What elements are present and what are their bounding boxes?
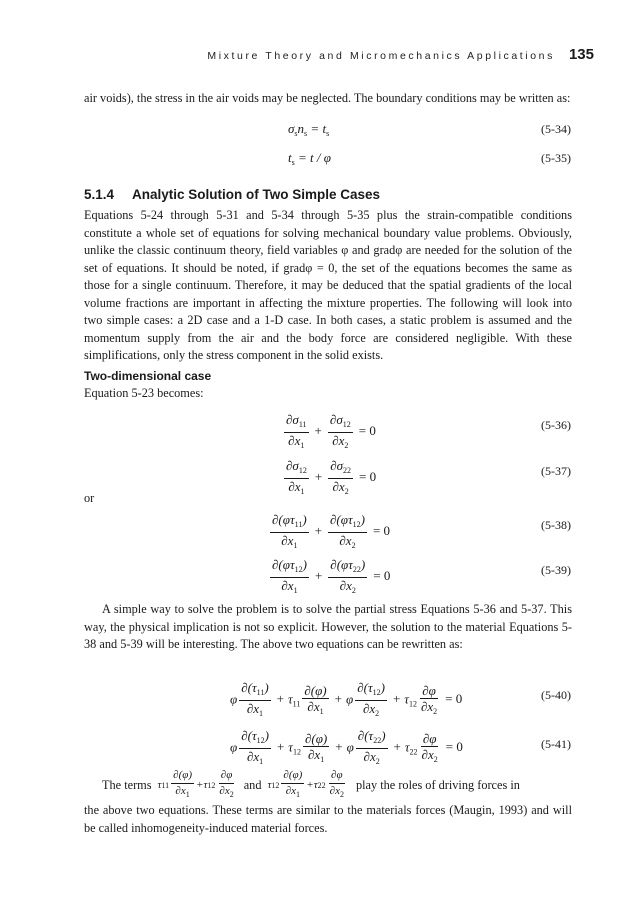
equation-5-37: $\frac{\partial\sigma_{12}}{\partial x_1}$ + $\frac{\partial\sigma_{22}}{\partial x_2}$ = 0 [286, 458, 377, 496]
equation-5-36: $\frac{\partial\sigma_{11}}{\partial x_1}$ + $\frac{\partial\sigma_{12}}{\partial x_2}$ = 0 [286, 412, 376, 450]
term-expression-1: τ 11 $\frac{\partial(\varphi)}{\partial x_1}$ +τ 12 $\frac{\partial\varphi}{\partial x_2}$ [157, 769, 234, 799]
section-number: 5.1.4 [84, 187, 115, 202]
page-header [207, 46, 594, 63]
equation-5-39: $\frac{\partial(\varphi\tau_{12})}{\partial x_1}$ + $\frac{\partial(\varphi\tau_{22})}{\partial x_2}$ = 0 [272, 557, 391, 595]
equation-number: (5-39) [541, 563, 571, 577]
equation-5-34: $\sigma_sn_s = t_s$ [288, 121, 330, 138]
or-text: or [84, 491, 95, 505]
section-heading [84, 187, 380, 202]
equation-number: (5-41) [541, 737, 571, 751]
section-title: Analytic Solution of Two Simple Cases [132, 187, 381, 202]
terms-line [102, 768, 572, 802]
terms-tail: play the roles of driving forces in [355, 777, 520, 792]
equation-number: (5-38) [541, 518, 571, 532]
body-paragraph: the above two equations. These terms are similar to the materials forces (Maugin, 1993) and will be called inhomogeneity-induced material forces. [84, 803, 572, 835]
terms-lead: The terms [102, 777, 152, 792]
intro-line: Equation 5-23 becomes: [84, 386, 204, 400]
intro-paragraph: air voids), the stress in the air voids may be neglected. The boundary conditions may be written as: [84, 91, 571, 105]
equation-number: (5-35) [541, 151, 571, 165]
terms-and: and [243, 777, 262, 792]
equation-5-40: φ $\frac{\partial(\tau_{11})}{\partial x_1}$ + $\tau_{11}$ $\frac{\partial(\varphi)}{\partial x_1}$ + φ $\frac{\partial(\tau_{12})}{\partial x_2}$ + $\tau_{12}$ $\frac{\partial\varphi}{\partial x_2}$ = 0 [230, 680, 463, 718]
body-paragraph: A simple way to solve the problem is to solve the partial stress Equations 5-36 and 5-37. This way, the physical implication is not so explicit. However, the solution to the material Equations 5-38 and 5-39 will be interesting. The above two equations can be rewritten as: [84, 602, 572, 651]
body-paragraph: Equations 5-24 through 5-31 and 5-34 through 5-35 plus the strain-compatible conditions constitute a whole set of equations for solving mechanical boundary value problems. Obviously, unlike the classic continuum theory, field variables φ and gradφ are needed for the solution of the set of equations. It should be noted, if gradφ = 0, the set of the equations becomes the same as those for a single continuum. Therefore, it may be deduced that the spatial gradients of the local volume fractions are important in affecting the mixture properties. The following will look into two simple cases: a 2D case and a 1-D case. In both cases, a static problem is assumed and the momentum supply from the air and the body force are considered negligible. With these simplifications, only the stress component in the solid exists. [84, 208, 572, 362]
running-title: Mixture Theory and Micromechanics Applications [207, 50, 555, 62]
subsection-heading: Two-dimensional case [84, 369, 212, 383]
term-expression-2: τ 12 $\frac{\partial(\varphi)}{\partial x_1}$ +τ 22 $\frac{\partial\varphi}{\partial x_2}$ [267, 769, 344, 799]
equation-5-38: $\frac{\partial(\varphi\tau_{11})}{\partial x_1}$ + $\frac{\partial(\varphi\tau_{12})}{\partial x_2}$ = 0 [272, 512, 391, 550]
equation-number: (5-34) [541, 122, 571, 136]
equation-number: (5-36) [541, 418, 571, 432]
equation-5-35: $t_s = t / \varphi$ [288, 150, 331, 167]
page-number: 135 [568, 46, 594, 63]
equation-number: (5-37) [541, 464, 571, 478]
equation-number: (5-40) [541, 688, 571, 702]
equation-5-41: φ $\frac{\partial(\tau_{12})}{\partial x_1}$ + $\tau_{12}$ $\frac{\partial(\varphi)}{\partial x_1}$ + φ $\frac{\partial(\tau_{22})}{\partial x_2}$ + $\tau_{22}$ $\frac{\partial\varphi}{\partial x_2}$ = 0 [230, 728, 463, 766]
